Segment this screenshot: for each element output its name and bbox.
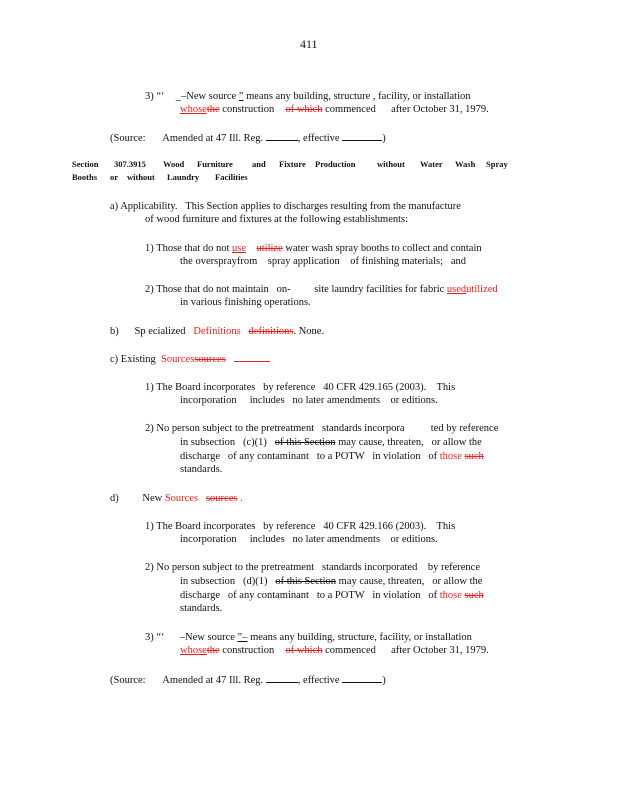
item-c1-line1: 1) The Board incorporates by reference 40 CFR 429.165 (2003). This xyxy=(145,382,456,393)
item-d1-line2: incorporation includes no later amendments or editions. xyxy=(180,534,438,545)
item-c2-line2: in subsection (c)(1) of this Section may cause, threaten, or allow the xyxy=(180,437,482,448)
blank-line xyxy=(342,673,382,683)
inserted-text: those xyxy=(439,451,462,462)
inserted-text: Sources xyxy=(164,493,199,504)
item-d1-line1: 1) The Board incorporates by reference 40 CFR 429.166 (2003). This xyxy=(145,521,456,532)
source-note: (Source: Amended at 47 Ill. Reg. , effective ) xyxy=(110,133,386,144)
inserted-text: used xyxy=(446,284,467,295)
item-c2-line4: standards. xyxy=(180,464,223,475)
paragraph-b: b) Sp ecialized Definitions definitions. None. xyxy=(110,326,325,337)
source-note: (Source: Amended at 47 Ill. Reg. , effective ) xyxy=(110,675,386,686)
deleted-period xyxy=(234,354,270,362)
deleted-text: the xyxy=(206,645,220,656)
item-c2-line3: discharge of any contaminant to a POTW in violation of those such xyxy=(180,451,484,462)
deleted-text: of this Section xyxy=(275,576,337,587)
blank-line xyxy=(266,131,298,141)
item-3-top-line1: 3) “‘ _–New source ” means any building, structure , facility, or installation xyxy=(145,91,471,102)
item-3-top-line2: whosethe construction of which commenced after October 31, 1979. xyxy=(180,104,489,115)
item-d2-line4: standards. xyxy=(180,603,223,614)
item-c1-line2: incorporation includes no later amendments or editions. xyxy=(180,395,438,406)
paragraph-a-line1: a) Applicability. This Section applies to discharges resulting from the manufacture xyxy=(110,201,461,212)
item-number: 3) xyxy=(145,91,154,102)
deleted-text: definitions xyxy=(248,326,294,337)
deleted-text: of which xyxy=(285,104,323,115)
inserted-text: Sources xyxy=(161,354,195,365)
item-c2-line1: 2) No person subject to the pretreatment standards incorpora ted by reference xyxy=(145,423,499,434)
blank-line xyxy=(342,131,382,141)
inserted-text: those xyxy=(439,590,462,601)
revision-text: utilized xyxy=(466,284,498,295)
deleted-text: of which xyxy=(285,645,323,656)
page-number: 411 xyxy=(300,37,318,51)
item-a1-line2: the oversprayfrom spray application of finishing materials; and xyxy=(180,256,467,267)
inserted-text: use xyxy=(232,243,247,254)
inserted-text: Definitions xyxy=(193,326,241,337)
paragraph-c: c) Existing Sourcessources xyxy=(110,353,270,366)
item-a2-line1: 2) Those that do not maintain on- site laundry facilities for fabric usedutilized xyxy=(145,284,498,295)
deleted-text: of this Section xyxy=(274,437,336,448)
item-d2-line1: 2) No person subject to the pretreatment standards incorporated by reference xyxy=(145,562,480,573)
deleted-text: the xyxy=(206,104,220,115)
deleted-text: such xyxy=(464,590,484,601)
item-3-bottom-line1: 3) “‘ –New source ”– means any building, structure, facility, or installation xyxy=(145,632,472,643)
deleted-text: sources xyxy=(194,354,226,365)
deleted-text: such xyxy=(464,451,484,462)
inserted-text: whose xyxy=(180,104,207,115)
item-3-bottom-line2: whosethe construction of which commenced after October 31, 1979. xyxy=(180,645,489,656)
blank-line xyxy=(266,673,298,683)
paragraph-a-line2: of wood furniture and fixtures at the following establishments: xyxy=(145,214,409,225)
item-d2-line2: in subsection (d)(1) of this Section may cause, threaten, or allow the xyxy=(180,576,483,587)
paragraph-d: d) New Sources sources . xyxy=(110,493,243,504)
deleted-text: utilize xyxy=(256,243,283,254)
inserted-text: whose xyxy=(180,645,207,656)
item-a1-line1: 1) Those that do not use utilize water wash spray booths to collect and contain xyxy=(145,243,482,254)
item-a2-line2: in various finishing operations. xyxy=(180,297,311,308)
item-d2-line3: discharge of any contaminant to a POTW in violation of those such xyxy=(180,590,484,601)
deleted-text: sources xyxy=(205,493,238,504)
